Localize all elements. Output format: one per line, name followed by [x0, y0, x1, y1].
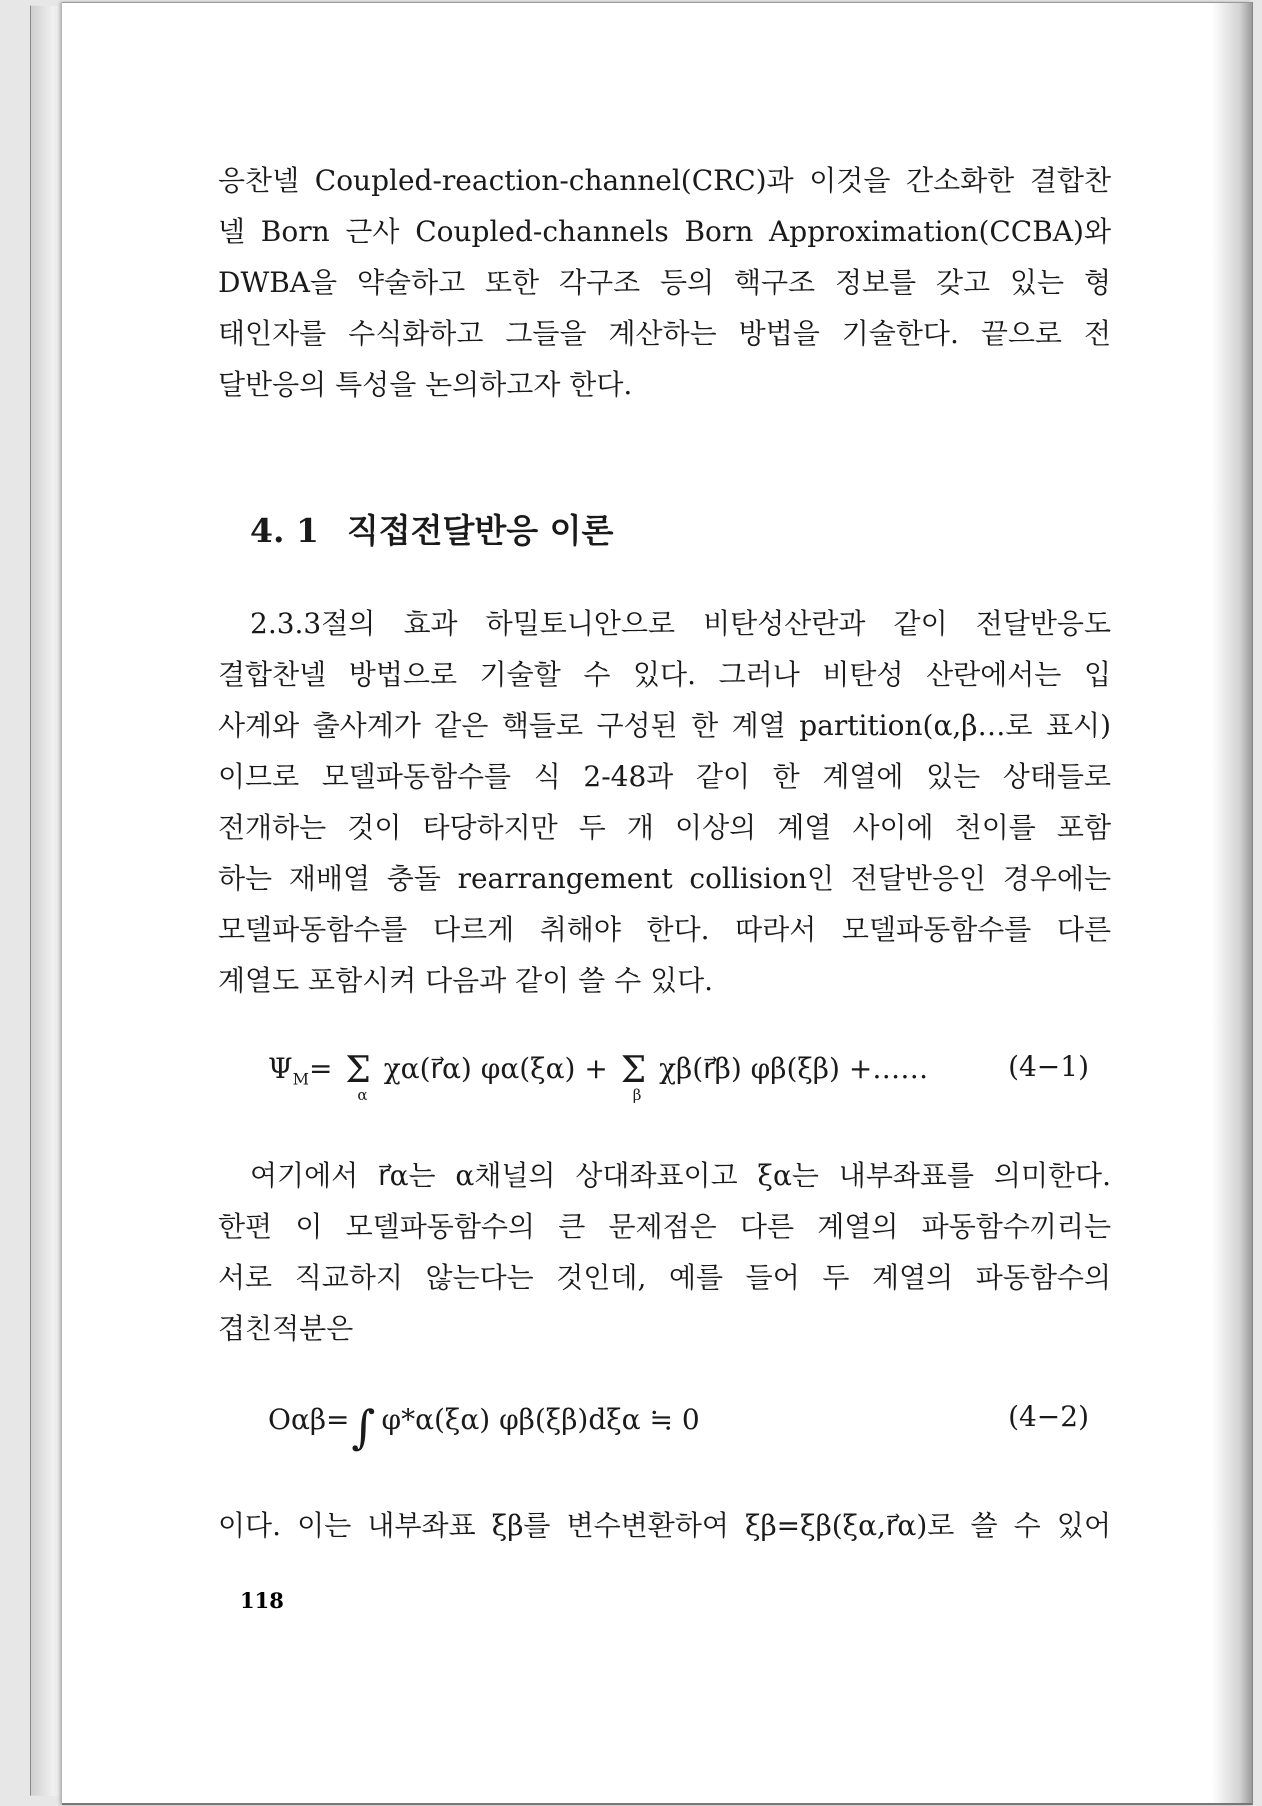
- text-line: 2.3.3절의 효과 하밀토니안으로 비탄성산란과 같이 전달반응도: [250, 607, 1111, 640]
- text-line: 여기에서 r⃗α는 α채널의 상대좌표이고 ξα는 내부좌표를 의미한다.: [250, 1159, 1111, 1192]
- equation-number: (4−2): [1008, 1400, 1089, 1433]
- equation-lhs: Ψ: [268, 1052, 293, 1085]
- text-line: 넬 Born 근사 Coupled-channels Born Approximation(CCBA)와: [218, 215, 1111, 248]
- equation-term: χβ(r⃗β) φβ(ξβ): [659, 1052, 840, 1085]
- section-heading: [250, 505, 613, 552]
- equation-lhs-subscript: M: [292, 1069, 309, 1089]
- text-line: 계열도 포함시켜 다음과 같이 쓸 수 있다.: [218, 964, 714, 997]
- text-line: 태인자를 수식화하고 그들을 계산하는 방법을 기술한다. 끝으로 전: [218, 317, 1111, 350]
- text-line: 한편 이 모델파동함수의 큰 문제점은 다른 계열의 파동함수끼리는: [218, 1210, 1111, 1243]
- equation-4-2: [268, 1400, 1111, 1460]
- paragraph-intro: [218, 155, 1111, 410]
- text-line: 하는 재배열 충돌 rearrangement collision인 전달반응인 경우에는: [218, 862, 1111, 895]
- text-line: 모델파동함수를 다르게 취해야 한다. 따라서 모델파동함수를 다른: [218, 913, 1111, 946]
- summation-symbol: Σ α: [345, 1050, 371, 1104]
- equation-expression: [268, 1050, 929, 1104]
- text-line: 사계와 출사계가 같은 핵들로 구성된 한 계열 partition(α,β…로 표시): [218, 709, 1111, 742]
- text-line: 응찬넬 Coupled-reaction-channel(CRC)과 이것을 간소화한 결합찬: [218, 164, 1111, 197]
- equation-number: (4−1): [1008, 1050, 1089, 1083]
- summation-symbol: Σ β: [620, 1050, 647, 1104]
- paragraph-theory: [218, 598, 1111, 1006]
- text-line: 달반응의 특성을 논의하고자 한다.: [218, 368, 633, 401]
- text-line: 이다. 이는 내부좌표 ξβ를 변수변환하여 ξβ=ξβ(ξα,r⃗α)로 쓸 수 있어: [218, 1509, 1111, 1542]
- text-line: 전개하는 것이 타당하지만 두 개 이상의 계열 사이에 천이를 포함: [218, 811, 1111, 844]
- text-line: 결합찬넬 방법으로 기술할 수 있다. 그러나 비탄성 산란에서는 입: [218, 658, 1111, 691]
- text-line: 서로 직교하지 않는다는 것인데, 예를 들어 두 계열의 파동함수의: [218, 1261, 1111, 1294]
- equation-tail: +……: [848, 1052, 929, 1085]
- text-line: 이므로 모델파동함수를 식 2-48과 같이 한 계열에 있는 상태들로: [218, 760, 1111, 793]
- section-title-text: 직접전달반응 이론: [346, 511, 614, 550]
- equals-sign: =: [308, 1052, 333, 1085]
- equation-lhs: Oαβ=: [268, 1403, 350, 1436]
- integral-symbol: ∫: [351, 1400, 376, 1454]
- equation-body: φ*α(ξα) φβ(ξβ)dξα ≒ 0: [381, 1403, 700, 1436]
- paragraph-transform: [218, 1500, 1111, 1551]
- plus-sign: +: [584, 1052, 608, 1085]
- equation-expression: [268, 1400, 700, 1454]
- equation-4-1: [268, 1050, 1111, 1110]
- text-line: 겹친적분은: [218, 1312, 354, 1345]
- paragraph-coordinates: [218, 1150, 1111, 1354]
- section-number: 4. 1: [250, 511, 319, 550]
- summation-index: α: [357, 1086, 368, 1104]
- text-line: DWBA을 약술하고 또한 각구조 등의 핵구조 정보를 갖고 있는 형: [218, 266, 1111, 299]
- page-number: 118: [240, 1588, 284, 1613]
- summation-index: β: [632, 1086, 642, 1104]
- page-gutter-shadow: [1212, 3, 1252, 1803]
- equation-term: χα(r⃗α) φα(ξα): [383, 1052, 576, 1085]
